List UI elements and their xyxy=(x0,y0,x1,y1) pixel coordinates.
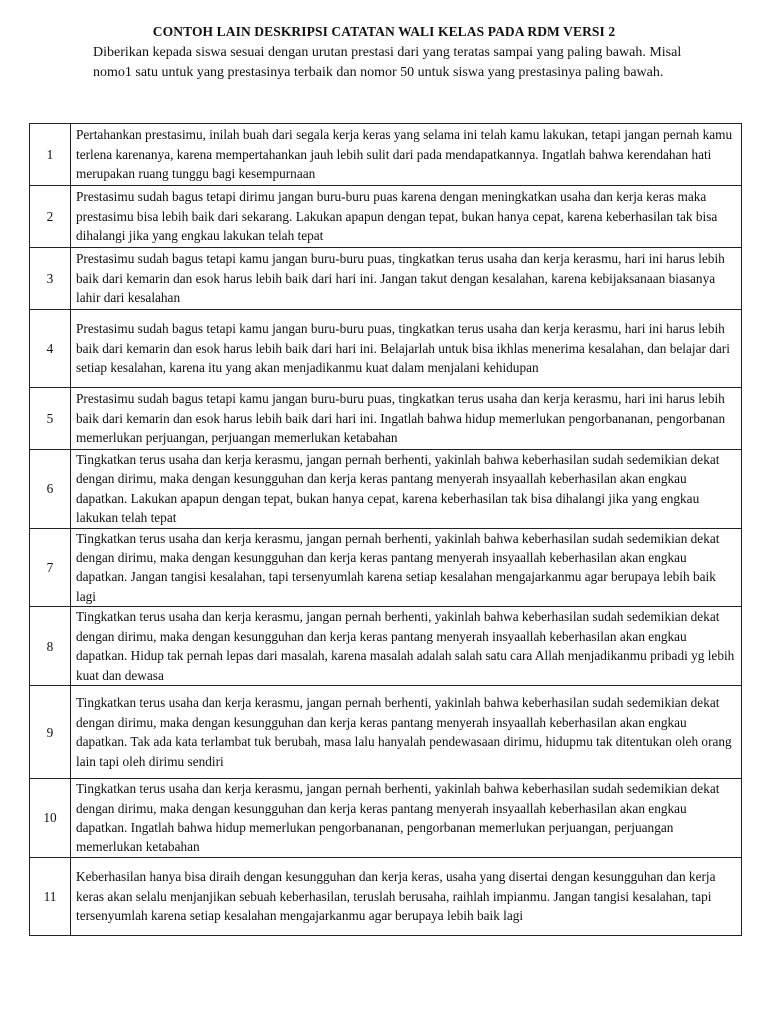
table-row xyxy=(30,857,742,935)
table-row xyxy=(30,310,742,388)
row-number: 7 xyxy=(30,528,71,607)
row-number: 5 xyxy=(30,388,71,450)
row-number: 10 xyxy=(30,779,71,858)
row-description: Keberhasilan hanya bisa diraih dengan kesungguhan dan kerja keras, usaha yang disertai dengan kesungguhan dan kerja keras akan selalu menjanjikan sebuah keberhasilan, teruslah berusaha, raihlah impianmu. Jangan tangisi kesalahan, tapi tersenyumlah karena setiap kesalahan mengajarkanmu agar berupaya lebih baik lagi xyxy=(71,857,742,935)
intro-paragraph: Diberikan kepada siswa sesuai dengan urutan prestasi dari yang teratas sampai yang paling bawah. Misal nomo1 satu untuk yang prestasinya terbaik dan nomor 50 untuk siswa yang prestasinya paling bawah. xyxy=(93,45,682,80)
row-description: Prestasimu sudah bagus tetapi kamu jangan buru-buru puas, tingkatkan terus usaha dan kerja kerasmu, hari ini harus lebih baik dari kemarin dan esok harus lebih baik dari hari ini. Jangan takut dengan kesalahan, karena kebijaksanaan biasanya lahir dari kesalahan xyxy=(71,248,742,310)
row-number: 2 xyxy=(30,186,71,248)
row-description: Tingkatkan terus usaha dan kerja kerasmu, jangan pernah berhenti, yakinlah bahwa keberhasilan sudah sedemikian dekat dengan dirimu, maka dengan kesungguhan dan kerja keras pantang menyerah insyaallah keberhasilan akan engkau dapatkan. Hidup tak pernah lepas dari masalah, karena masalah adalah salah satu cara Allah menjadikanmu pribadi yg lebih kuat dan dewasa xyxy=(71,607,742,686)
table-row xyxy=(30,528,742,607)
table-row xyxy=(30,450,742,529)
row-description: Prestasimu sudah bagus tetapi dirimu jangan buru-buru puas karena dengan meningkatkan usaha dan kerja keras maka prestasimu bisa lebih baik dari sekarang. Lakukan apapun dengan tepat, bukan hanya cepat, karena keberhasilan tak bisa dihalangi jika yang engkau lakukan telah tepat xyxy=(71,186,742,248)
row-number: 6 xyxy=(30,450,71,529)
table-row xyxy=(30,186,742,248)
table-row xyxy=(30,124,742,186)
row-number: 1 xyxy=(30,124,71,186)
row-description: Pertahankan prestasimu, inilah buah dari segala kerja keras yang selama ini telah kamu lakukan, tetapi jangan pernah kamu terlena karenanya, karena mempertahankan jauh lebih sulit dari pada mendapatkannya. Ingatlah bahwa kerendahan hati merupakan ruang tunggu bagi kesempurnaan xyxy=(71,124,742,186)
row-description: Tingkatkan terus usaha dan kerja kerasmu, jangan pernah berhenti, yakinlah bahwa keberhasilan sudah sedemikian dekat dengan dirimu, maka dengan kesungguhan dan kerja keras pantang menyerah insyaallah keberhasilan akan engkau dapatkan. Tak ada kata terlambat tuk berubah, masa lalu hanyalah pendewasaan dirimu, hidupmu tak ditentukan oleh orang lain tapi oleh dirimu sendiri xyxy=(71,686,742,779)
row-description: Tingkatkan terus usaha dan kerja kerasmu, jangan pernah berhenti, yakinlah bahwa keberhasilan sudah sedemikian dekat dengan dirimu, maka dengan kesungguhan dan kerja keras pantang menyerah insyaallah keberhasilan akan engkau dapatkan. Jangan tangisi kesalahan, tapi tersenyumlah karena setiap kesalahan mengajarkanmu agar berupaya lebih baik lagi xyxy=(71,528,742,607)
description-table xyxy=(29,123,742,936)
table-row xyxy=(30,248,742,310)
row-number: 8 xyxy=(30,607,71,686)
document-title: CONTOH LAIN DESKRIPSI CATATAN WALI KELAS PADA RDM VERSI 2 xyxy=(152,24,616,39)
row-description: Prestasimu sudah bagus tetapi kamu jangan buru-buru puas, tingkatkan terus usaha dan kerja kerasmu, hari ini harus lebih baik dari kemarin dan esok harus lebih baik dari hari ini. Belajarlah untuk bisa ikhlas menerima kesalahan, dan belajar dari setiap kesalahan, karena itu yang akan menjadikanmu kuat dalam menjalani kehidupan xyxy=(71,310,742,388)
table-row xyxy=(30,388,742,450)
row-number: 9 xyxy=(30,686,71,779)
table-row xyxy=(30,686,742,779)
row-number: 3 xyxy=(30,248,71,310)
row-description: Tingkatkan terus usaha dan kerja kerasmu, jangan pernah berhenti, yakinlah bahwa keberhasilan sudah sedemikian dekat dengan dirimu, maka dengan kesungguhan dan kerja keras pantang menyerah insyaallah keberhasilan akan engkau dapatkan. Ingatlah bahwa hidup memerlukan pengorbananan, pengorbanan memerlukan perjuangan, perjuangan memerlukan ketabahan xyxy=(71,779,742,858)
row-number: 4 xyxy=(30,310,71,388)
row-description: Prestasimu sudah bagus tetapi kamu jangan buru-buru puas, tingkatkan terus usaha dan kerja kerasmu, hari ini harus lebih baik dari kemarin dan esok harus lebih baik dari hari ini. Ingatlah bahwa hidup memerlukan pengorbananan, pengorbanan memerlukan perjuangan, perjuangan memerlukan ketabahan xyxy=(71,388,742,450)
row-number: 11 xyxy=(30,857,71,935)
table-row xyxy=(30,607,742,686)
row-description: Tingkatkan terus usaha dan kerja kerasmu, jangan pernah berhenti, yakinlah bahwa keberhasilan sudah sedemikian dekat dengan dirimu, maka dengan kesungguhan dan kerja keras pantang menyerah insyaallah keberhasilan akan engkau dapatkan. Lakukan apapun dengan tepat, bukan hanya cepat, karena keberhasilan tak bisa dihalangi jika yang engkau lakukan telah tepat xyxy=(71,450,742,529)
table-row xyxy=(30,779,742,858)
